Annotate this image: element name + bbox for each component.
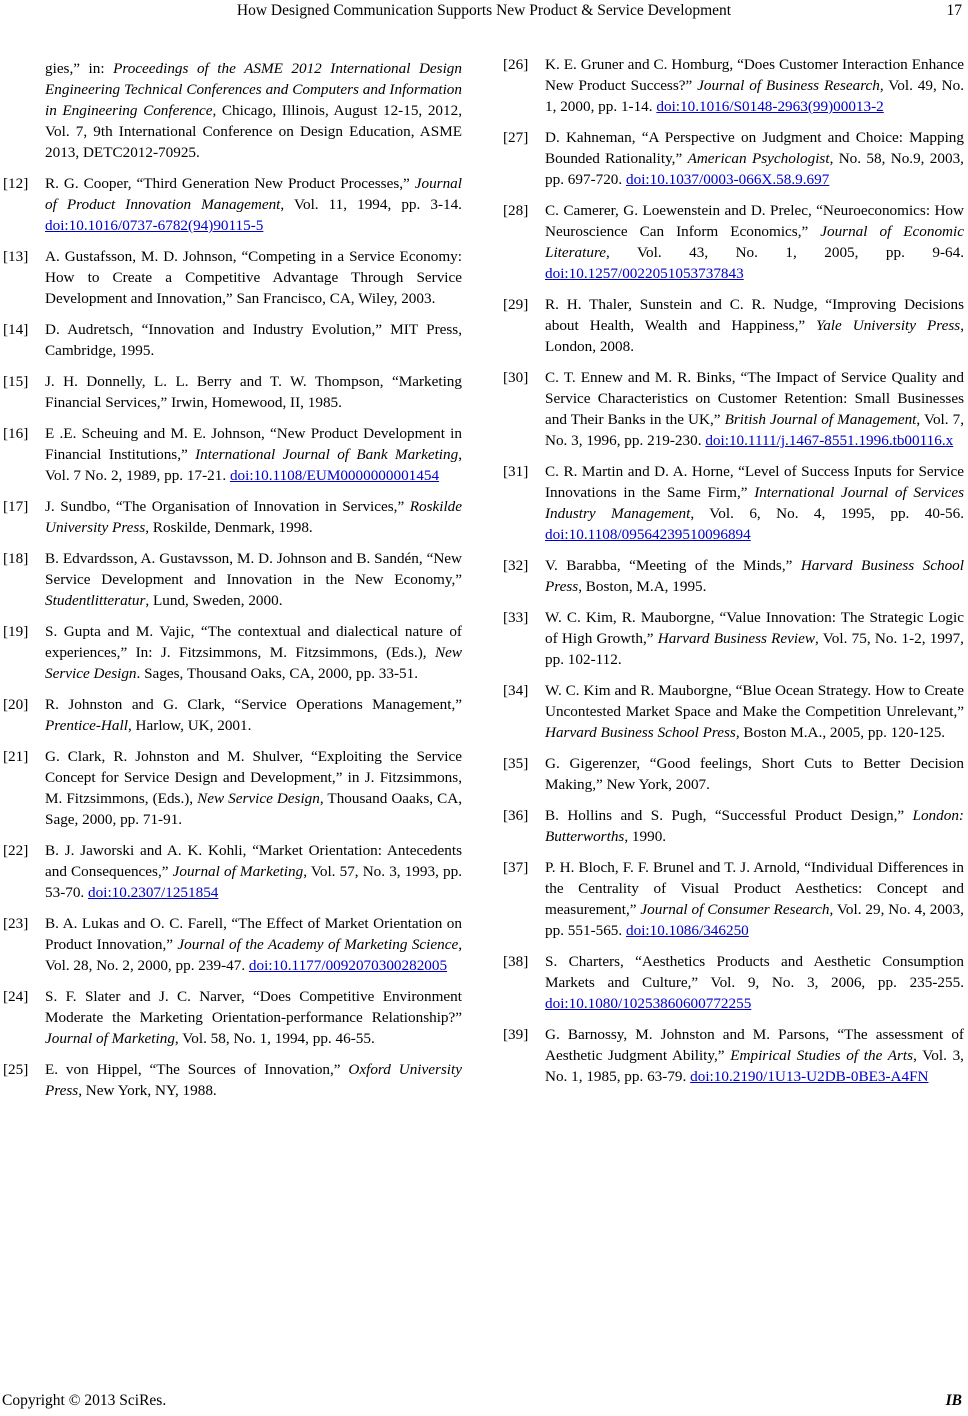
italic-source: Prentice-Hall (45, 717, 128, 734)
reference-text: R. Johnston and G. Clark, “Service Operations Management,” (45, 696, 462, 713)
reference-entry (3, 840, 462, 903)
page-header (0, 0, 968, 24)
reference-text: , Vol. 7 No. 2, 1989, pp. 17-21. (45, 446, 462, 484)
reference-text: V. Barabba, “Meeting of the Minds,” (545, 557, 801, 574)
italic-source: Oxford University Press (45, 1061, 462, 1099)
reference-text: , Vol. 11, 1994, pp. 3-14. (280, 196, 462, 213)
reference-number: [14] (3, 321, 29, 338)
reference-body (545, 461, 964, 545)
reference-body (45, 986, 462, 1049)
reference-body (45, 621, 462, 684)
reference-text: , 1990. (624, 828, 667, 845)
reference-entry (3, 694, 462, 736)
reference-number: [32] (503, 557, 529, 574)
reference-number: [28] (503, 202, 529, 219)
italic-source: American Psychologist (687, 150, 830, 167)
reference-entry (503, 555, 964, 597)
reference-entry (3, 246, 462, 309)
reference-text: , Vol. 6, No. 4, 1995, pp. 40-56. (690, 505, 964, 522)
reference-body (545, 951, 964, 1014)
reference-text: , Harlow, UK, 2001. (127, 717, 252, 734)
italic-source: British Journal of Management (724, 411, 917, 428)
reference-number: [25] (3, 1061, 29, 1078)
doi-link[interactable]: doi:10.1037/0003-066X.58.9.697 (626, 171, 830, 188)
reference-text: C. T. Ennew and M. R. Binks, “The Impact of Service Quality and Service Characteristics on Customer Retention: Small Businesses and Their Banks in the UK,” (545, 369, 964, 428)
reference-number: [29] (503, 296, 529, 313)
reference-text: , Vol. 43, No. 1, 2005, pp. 9-64. (606, 244, 964, 261)
reference-entry (3, 548, 462, 611)
reference-body (545, 607, 964, 670)
reference-text: P. H. Bloch, F. F. Brunel and T. J. Arnold, “Individual Differences in the Centrality of Visual Product Aesthetics: Concept and measurement,” (545, 859, 964, 918)
reference-text: S. F. Slater and J. C. Narver, “Does Competitive Environment Moderate the Marketing Orientation-performance Relationship?” (45, 988, 462, 1026)
reference-text: , Chicago, Illinois, August 12-15, 2012, Vol. 7, 9th International Conference on Design Education, ASME 2013, DETC2012-70925. (45, 102, 462, 161)
left-column (3, 58, 462, 1111)
reference-text: , Vol. 7, No. 3, 1996, pp. 219-230. (545, 411, 964, 449)
reference-number: [23] (3, 915, 29, 932)
reference-number: [16] (3, 425, 29, 442)
reference-entry (3, 621, 462, 684)
reference-text: , Lund, Sweden, 2000. (145, 592, 283, 609)
reference-number: [31] (503, 463, 529, 480)
reference-entry (3, 371, 462, 413)
reference-text: G. Clark, R. Johnston and M. Shulver, “Exploiting the Service Concept for Service Design and Development,” in J. Fitzsimmons, M. Fitzsimmons, (Eds.), (45, 748, 462, 807)
reference-entry (503, 753, 964, 795)
left-reference-list (3, 173, 462, 1101)
reference-number: [22] (3, 842, 29, 859)
reference-number: [12] (3, 175, 29, 192)
reference-text: B. A. Lukas and O. C. Farell, “The Effect of Market Orientation on Product Innovation,” (45, 915, 462, 953)
reference-text: W. C. Kim, R. Mauborgne, “Value Innovation: The Strategic Logic of High Growth,” (545, 609, 964, 647)
reference-entry (503, 951, 964, 1014)
right-reference-list (503, 54, 964, 1087)
reference-entry (3, 986, 462, 1049)
reference-entry (503, 200, 964, 284)
reference-entry (3, 746, 462, 830)
reference-text: , Vol. 28, No. 2, 2000, pp. 239-47. (45, 936, 462, 974)
reference-text: , Boston M.A., 2005, pp. 120-125. (735, 724, 946, 741)
reference-entry (503, 805, 964, 847)
italic-source: Journal of Economic Literature (545, 223, 964, 261)
reference-body (45, 1059, 462, 1101)
reference-entry (503, 1024, 964, 1087)
reference-body (45, 246, 462, 309)
reference-entry (3, 913, 462, 976)
reference-text: , Roskilde, Denmark, 1998. (145, 519, 313, 536)
italic-source: Yale University Press (816, 317, 961, 334)
italic-source: Journal of Marketing (45, 1030, 175, 1047)
doi-link[interactable]: doi:10.1016/S0148-2963(99)00013-2 (656, 98, 884, 115)
italic-source: Harvard Business Review (657, 630, 815, 647)
reference-text: B. J. Jaworski and A. K. Kohli, “Market Orientation: Antecedents and Consequences,” (45, 842, 462, 880)
reference-number: [26] (503, 56, 529, 73)
reference-number: [30] (503, 369, 529, 386)
reference-text: W. C. Kim and R. Mauborgne, “Blue Ocean Strategy. How to Create Uncontested Market Space and Make the Competition Unrelevant,” (545, 682, 964, 720)
reference-number: [38] (503, 953, 529, 970)
reference-text: . Sages, Thousand Oaks, CA, 2000, pp. 33-51. (136, 665, 419, 682)
reference-text: S. Charters, “Aesthetics Products and Aesthetic Consumption Markets and Culture,” Vol. 9, No. 3, 2006, pp. 235-255. (545, 953, 964, 991)
reference-text: D. Audretsch, “Innovation and Industry Evolution,” MIT Press, Cambridge, 1995. (45, 321, 462, 359)
reference-body (545, 367, 964, 451)
reference-body (45, 496, 462, 538)
reference-text: , Vol. 57, No. 3, 1993, pp. 53-70. (45, 863, 463, 901)
page-footer (0, 1390, 968, 1416)
reference-number: [17] (3, 498, 29, 515)
reference-text: , Thousand Oaaks, CA, Sage, 2000, pp. 71-91. (45, 790, 462, 828)
italic-source: Roskilde University Press (45, 498, 462, 536)
reference-text: , Vol. 75, No. 1-2, 1997, pp. 102-112. (545, 630, 964, 668)
reference-body (45, 173, 462, 236)
doi-link[interactable]: doi:10.1177/0092070300282005 (248, 957, 448, 974)
reference-body (45, 548, 462, 611)
right-column (503, 54, 964, 1097)
doi-link[interactable]: doi:10.1108/EUM0000000001454 (229, 467, 440, 484)
reference-text: , Vol. 49, No. 1, 2000, pp. 1-14. (545, 77, 964, 115)
running-title: How Designed Communication Supports New Product & Service Development (236, 2, 732, 19)
doi-link[interactable]: doi:10.1086/346250 (626, 922, 749, 939)
reference-text: B. Edvardsson, A. Gustavsson, M. D. Johnson and B. Sandén, “New Service Development and Innovation in the New Economy,” (45, 550, 462, 588)
reference-text: gies,” in: (45, 60, 114, 77)
reference-number: [34] (503, 682, 529, 699)
reference-text: E .E. Scheuing and M. E. Johnson, “New Product Development in Financial Institutions,” (45, 425, 462, 463)
doi-link[interactable]: doi:10.1080/10253860600772255 (545, 995, 752, 1012)
reference-body (545, 200, 964, 284)
reference-body (545, 555, 964, 597)
italic-source: New Service Design (197, 790, 320, 807)
reference-body (545, 294, 964, 357)
reference-text: D. Kahneman, “A Perspective on Judgment and Choice: Mapping Bounded Rationality,” (545, 129, 964, 167)
italic-source: International Journal of Services Industry Management (545, 484, 964, 522)
reference-text: C. Camerer, G. Loewenstein and D. Prelec, “Neuroeconomics: How Neuroscience Can Inform Economics,” (545, 202, 964, 240)
reference-entry (503, 680, 964, 743)
reference-text: , No. 58, No.9, 2003, pp. 697-720. (545, 150, 964, 188)
reference-text: G. Gigerenzer, “Good feelings, Short Cuts to Better Decision Making,” New York, 2007. (545, 755, 964, 793)
reference-entry (3, 173, 462, 236)
reference-number: [13] (3, 248, 29, 265)
page-number: 17 (946, 2, 962, 19)
reference-number: [15] (3, 373, 29, 390)
italic-source: Journal of Business Research (697, 77, 880, 94)
italic-source: Journal of Product Innovation Management (45, 175, 462, 213)
reference-entry (3, 496, 462, 538)
reference-number: [39] (503, 1026, 529, 1043)
reference-number: [35] (503, 755, 529, 772)
reference-text: S. Gupta and M. Vajic, “The contextual and dialectical nature of experiences,” In: J. Fitzsimmons, M. Fitzsimmons, (Eds.), (45, 623, 462, 661)
reference-body (545, 54, 964, 117)
italic-source: New Service Design (45, 644, 462, 682)
reference-text: R. H. Thaler, Sunstein and C. R. Nudge, “Improving Decisions about Health, Wealth and Happiness,” (545, 296, 964, 334)
doi-link[interactable]: doi:10.1257/0022051053737843 (545, 265, 744, 282)
reference-text: C. R. Martin and D. A. Horne, “Level of Success Inputs for Service Innovations in the Same Firm,” (545, 463, 964, 501)
reference-text: K. E. Gruner and C. Homburg, “Does Customer Interaction Enhance New Product Success?” (545, 56, 964, 94)
reference-body (45, 319, 462, 361)
reference-number: [18] (3, 550, 29, 567)
reference-body (45, 746, 462, 830)
italic-source: Journal of Consumer Research (640, 901, 830, 918)
reference-text: A. Gustafsson, M. D. Johnson, “Competing in a Service Economy: How to Create a Competitive Advantage Through Service Development and Innovation,” San Francisco, CA, Wiley, 2003. (45, 248, 462, 307)
reference-number: [27] (503, 129, 529, 146)
reference-text: , London, 2008. (545, 317, 964, 355)
reference-text: , Vol. 29, No. 4, 2003, pp. 551-565. (545, 901, 964, 939)
reference-text: G. Barnossy, M. Johnston and M. Parsons, “The assessment of Aesthetic Judgment Ability,” (545, 1026, 964, 1064)
italic-source: Harvard Business School Press (545, 557, 964, 595)
reference-text: J. H. Donnelly, L. L. Berry and T. W. Thompson, “Marketing Financial Services,” Irwin, Homewood, II, 1985. (45, 373, 462, 411)
reference-entry (503, 54, 964, 117)
italic-source: Journal of Marketing (172, 863, 304, 880)
doi-link[interactable]: doi:10.2190/1U13-U2DB-0BE3-A4FN (690, 1068, 929, 1085)
reference-entry (3, 423, 462, 486)
italic-source: Journal of the Academy of Marketing Science (177, 936, 459, 953)
italic-source: Harvard Business School Press (545, 724, 736, 741)
reference-number: [36] (503, 807, 529, 824)
reference-body (545, 805, 964, 847)
italic-source: Empirical Studies of the Arts (730, 1047, 914, 1064)
reference-number: [19] (3, 623, 29, 640)
reference-text: , Vol. 3, No. 1, 1985, pp. 63-79. (545, 1047, 964, 1085)
reference-body (545, 680, 964, 743)
reference-body (545, 753, 964, 795)
reference-entry (3, 319, 462, 361)
reference-entry (503, 607, 964, 670)
reference-text: B. Hollins and S. Pugh, “Successful Product Design,” (545, 807, 913, 824)
reference-text: E. von Hippel, “The Sources of Innovation,” (45, 1061, 349, 1078)
reference-entry (503, 857, 964, 941)
reference-entry (3, 1059, 462, 1101)
reference-body (545, 127, 964, 190)
reference-number: [24] (3, 988, 29, 1005)
reference-entry (503, 294, 964, 357)
reference-number: [21] (3, 748, 29, 765)
reference-entry (503, 127, 964, 190)
journal-abbrev: IB (945, 1392, 962, 1409)
italic-source: International Journal of Bank Marketing (195, 446, 459, 463)
reference-body (545, 857, 964, 941)
reference-entry (503, 367, 964, 451)
doi-link[interactable]: doi:10.1111/j.1467-8551.1996.tb00116.x (705, 432, 954, 449)
reference-entry (503, 461, 964, 545)
reference-body (45, 840, 462, 903)
reference-body (545, 1024, 964, 1087)
italic-source: London: Butterworths (545, 807, 964, 845)
reference-continuation (3, 58, 462, 163)
reference-body (45, 694, 462, 736)
reference-number: [33] (503, 609, 529, 626)
doi-link[interactable]: doi:10.1016/0737-6782(94)90115-5 (45, 217, 264, 234)
doi-link[interactable]: doi:10.2307/1251854 (88, 884, 219, 901)
reference-body (45, 423, 462, 486)
reference-text: , Vol. 58, No. 1, 1994, pp. 46-55. (174, 1030, 375, 1047)
italic-source: Proceedings of the ASME 2012 International Design Engineering Technical Conferences and Computers and Information in Engineering Conference (45, 60, 462, 119)
reference-body (45, 913, 462, 976)
doi-link[interactable]: doi:10.1108/09564239510096894 (545, 526, 751, 543)
reference-number: [20] (3, 696, 29, 713)
copyright-notice: Copyright © 2013 SciRes. (2, 1392, 167, 1409)
reference-body (45, 371, 462, 413)
reference-text: J. Sundbo, “The Organisation of Innovation in Services,” (45, 498, 410, 515)
italic-source: Studentlitteratur (45, 592, 146, 609)
reference-number: [37] (503, 859, 529, 876)
reference-text: , New York, NY, 1988. (78, 1082, 217, 1099)
reference-text: R. G. Cooper, “Third Generation New Product Processes,” (45, 175, 415, 192)
reference-text: , Boston, M.A, 1995. (578, 578, 707, 595)
